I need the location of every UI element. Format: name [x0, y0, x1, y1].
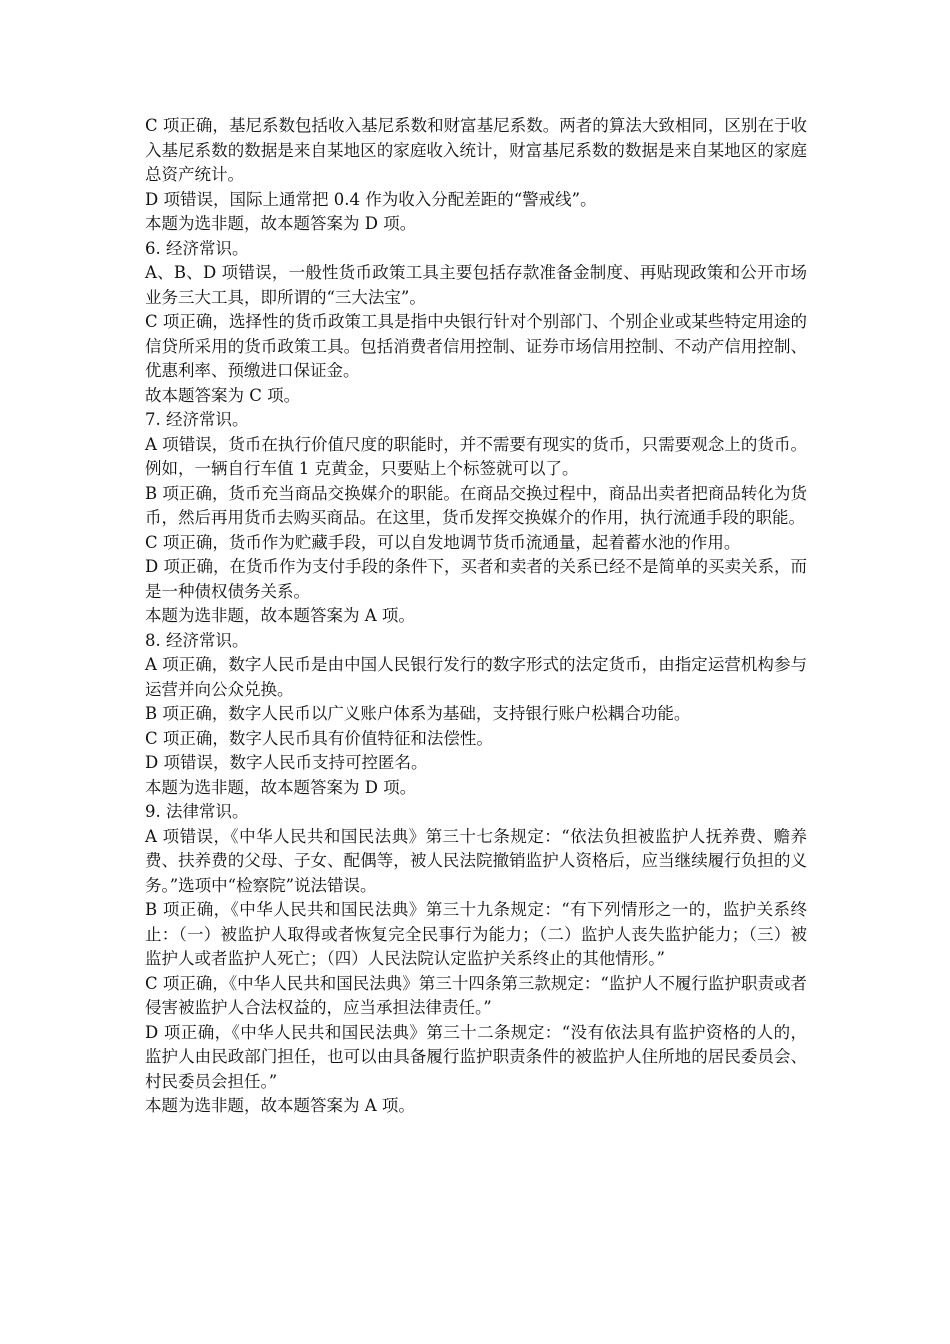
paragraph-answer-6: 故本题答案为 C 项。: [145, 385, 301, 405]
paragraph-q9-d: D 项正确，《中华人民共和国民法典》第三十二条规定：“没有依法具有监护资格的人的，监护人由民政部门担任，也可以由具备履行监护职责条件的被监护人住所地的居民委员会、村民委员会担任。”: [145, 1022, 807, 1091]
question-heading-9: 9. 法律常识。: [145, 802, 249, 821]
paragraph-answer-7: 本题为选非题，故本题答案为 A 项。: [145, 606, 415, 625]
paragraph-q9-a: A 项错误，《中华人民共和国民法典》第三十七条规定：“依法负担被监护人抚养费、赡养费、扶养费的父母、子女、配偶等，被人民法院撤销监护人资格后，应当继续履行负担的义务。”选项中“检察院”说法错误。: [145, 826, 807, 895]
question-heading-8: 8. 经济常识。: [145, 630, 249, 650]
paragraph-gini-d: D 项错误，国际上通常把 0.4 作为收入分配差距的“警戒线”。: [145, 189, 597, 209]
paragraph-gini-c: C 项正确，基尼系数包括收入基尼系数和财富基尼系数。两者的算法大致相同，区别在于收入基尼系数的数据是来自某地区的家庭收入统计，财富基尼系数的数据是来自某地区的家庭总资产统计。: [145, 116, 807, 184]
paragraph-answer-5: 本题为选非题，故本题答案为 D 项。: [145, 214, 417, 233]
paragraph-q8-a: A 项正确，数字人民币是由中国人民银行发行的数字形式的法定货币，由指定运营机构参与运营并向公众兑换。: [145, 655, 807, 699]
paragraph-q7-c: C 项正确，货币作为贮藏手段，可以自发地调节货币流通量，起着蓄水池的作用。: [145, 532, 741, 552]
paragraph-q8-d: D 项错误，数字人民币支持可控匿名。: [145, 753, 428, 772]
paragraph-q7-a: A 项错误，货币在执行价值尺度的职能时，并不需要有现实的货币，只需要观念上的货币。例如，一辆自行车值 1 克黄金，只要贴上个标签就可以了。: [145, 434, 807, 478]
paragraph-q6-c: C 项正确，选择性的货币政策工具是指中央银行针对个别部门、个别企业或某些特定用途的信贷所采用的货币政策工具。包括消费者信用控制、证券市场信用控制、不动产信用控制、优惠利率、预缴进口保证金。: [145, 312, 807, 380]
paragraph-q7-d: D 项正确，在货币作为支付手段的条件下，买者和卖者的关系已经不是简单的买卖关系，而是一种债权债务关系。: [145, 557, 807, 601]
question-heading-7: 7. 经济常识。: [145, 410, 249, 429]
paragraph-q7-b: B 项正确，货币充当商品交换媒介的职能。在商品交换过程中，商品出卖者把商品转化为货币，然后再用货币去购买商品。在这里，货币发挥交换媒介的作用，执行流通手段的职能。: [145, 483, 807, 527]
paragraph-q9-c: C 项正确，《中华人民共和国民法典》第三十四条第三款规定：“监护人不履行监护职责或者侵害被监护人合法权益的，应当承担法律责任。”: [145, 973, 807, 1017]
paragraph-q8-c: C 项正确，数字人民币具有价值特征和法偿性。: [145, 728, 493, 748]
paragraph-q6-abd: A、B、D 项错误，一般性货币政策工具主要包括存款准备金制度、再贴现政策和公开市场业务三大工具，即所谓的“三大法宝”。: [145, 263, 807, 307]
paragraph-q8-b: B 项正确，数字人民币以广义账户体系为基础，支持银行账户松耦合功能。: [145, 704, 691, 723]
paragraph-answer-8: 本题为选非题，故本题答案为 D 项。: [145, 777, 417, 797]
document-page: [145, 114, 807, 1119]
question-heading-6: 6. 经济常识。: [145, 238, 249, 258]
paragraph-answer-9: 本题为选非题，故本题答案为 A 项。: [145, 1096, 415, 1115]
paragraph-q9-b: B 项正确，《中华人民共和国民法典》第三十九条规定：“有下列情形之一的，监护关系终止：（一）被监护人取得或者恢复完全民事行为能力；（二）监护人丧失监护能力；（三）被监护人或者监护人死亡；（四）人民法院认定监护关系终止的其他情形。”: [145, 900, 807, 968]
